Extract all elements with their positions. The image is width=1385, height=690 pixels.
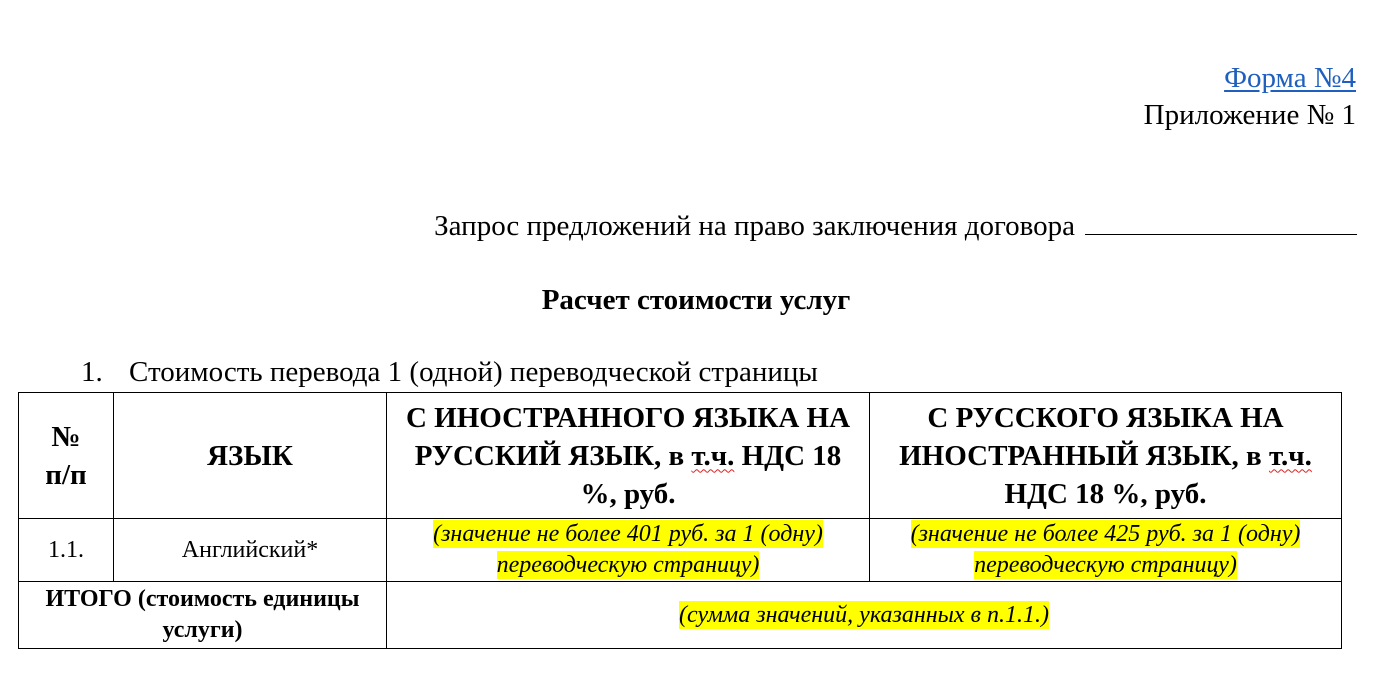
form-number-link[interactable]: Форма №4: [1224, 62, 1356, 94]
total-value-cell: [387, 582, 1342, 649]
column-header-number: [19, 393, 114, 519]
total-row: [19, 582, 1342, 649]
document-title: Расчет стоимости услуг: [541, 284, 851, 316]
row-to-foreign-cell: [870, 519, 1342, 582]
column-header-number-line2: п/п: [45, 458, 87, 491]
column-header-from-foreign: [387, 393, 870, 519]
price-table: [18, 392, 1342, 649]
column-header-to-foreign: [870, 393, 1342, 519]
to-foreign-text-b: НДС 18 %, руб.: [1004, 477, 1207, 510]
row-to-foreign-value: (значение не более 425 руб. за 1 (одну) переводческую страницу): [910, 521, 1301, 578]
from-foreign-tch: т.ч.: [691, 439, 735, 472]
row-from-foreign-value: (значение не более 401 руб. за 1 (одну) переводческую страницу): [433, 521, 823, 578]
column-header-language: ЯЗЫК: [114, 393, 387, 519]
row-language: Английский*: [114, 519, 387, 582]
from-foreign-text-a: С ИНОСТРАННОГО ЯЗЫКА НА РУССКИЙ ЯЗЫК, в: [405, 401, 851, 472]
to-foreign-tch: т.ч.: [1268, 439, 1312, 472]
request-line: [434, 208, 1357, 243]
total-label: ИТОГО (стоимость единицы услуги): [19, 582, 387, 649]
to-foreign-text-a: С РУССКОГО ЯЗЫКА НА ИНОСТРАННЫЙ ЯЗЫК, в: [899, 401, 1284, 472]
appendix-label: Приложение № 1: [1143, 99, 1356, 131]
table-row: [19, 519, 1342, 582]
row-number: 1.1.: [19, 519, 114, 582]
total-value: (сумма значений, указанных в п.1.1.): [679, 601, 1049, 628]
section-heading: [81, 356, 818, 389]
table-header-row: [19, 393, 1342, 519]
request-text: Запрос предложений на право заключения договора: [434, 210, 1075, 242]
from-foreign-text-b: НДС 18 %, руб.: [580, 439, 842, 510]
section-number: 1.: [81, 356, 103, 388]
contract-blank-field: [1085, 208, 1357, 235]
column-header-number-line1: №: [51, 420, 81, 453]
section-text: Стоимость перевода 1 (одной) переводческой страницы: [129, 356, 818, 388]
row-from-foreign-cell: [387, 519, 870, 582]
